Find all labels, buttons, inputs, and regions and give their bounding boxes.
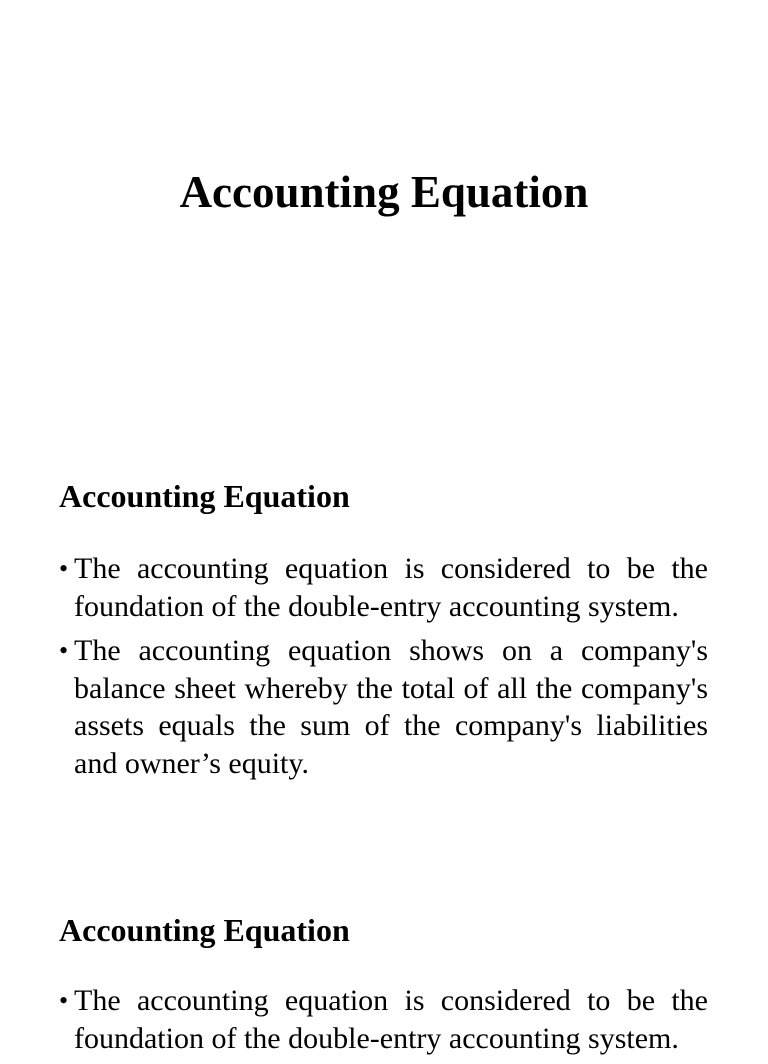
bullet-text: The accounting equation shows on a company's balance sheet whereby the total of all the company's assets equals the sum of the company's liabilities and owner’s equity. [74,634,708,780]
bullet-list [59,982,708,1064]
bullet-list [59,550,708,789]
slide-heading: Accounting Equation [59,912,350,948]
list-item [59,550,708,625]
bullet-icon: • [59,636,69,665]
list-item [59,982,708,1057]
list-item [59,632,708,782]
slide-heading: Accounting Equation [59,478,350,514]
bullet-icon: • [59,554,69,583]
title-slide [0,0,768,420]
bullet-text: The accounting equation is considered to be the foundation of the double-entry accounting system. [74,984,708,1055]
bullet-text: The accounting equation is considered to be the foundation of the double-entry accounting system. [74,552,708,623]
bullet-icon: • [59,986,69,1015]
page-title: Accounting Equation [179,167,589,217]
